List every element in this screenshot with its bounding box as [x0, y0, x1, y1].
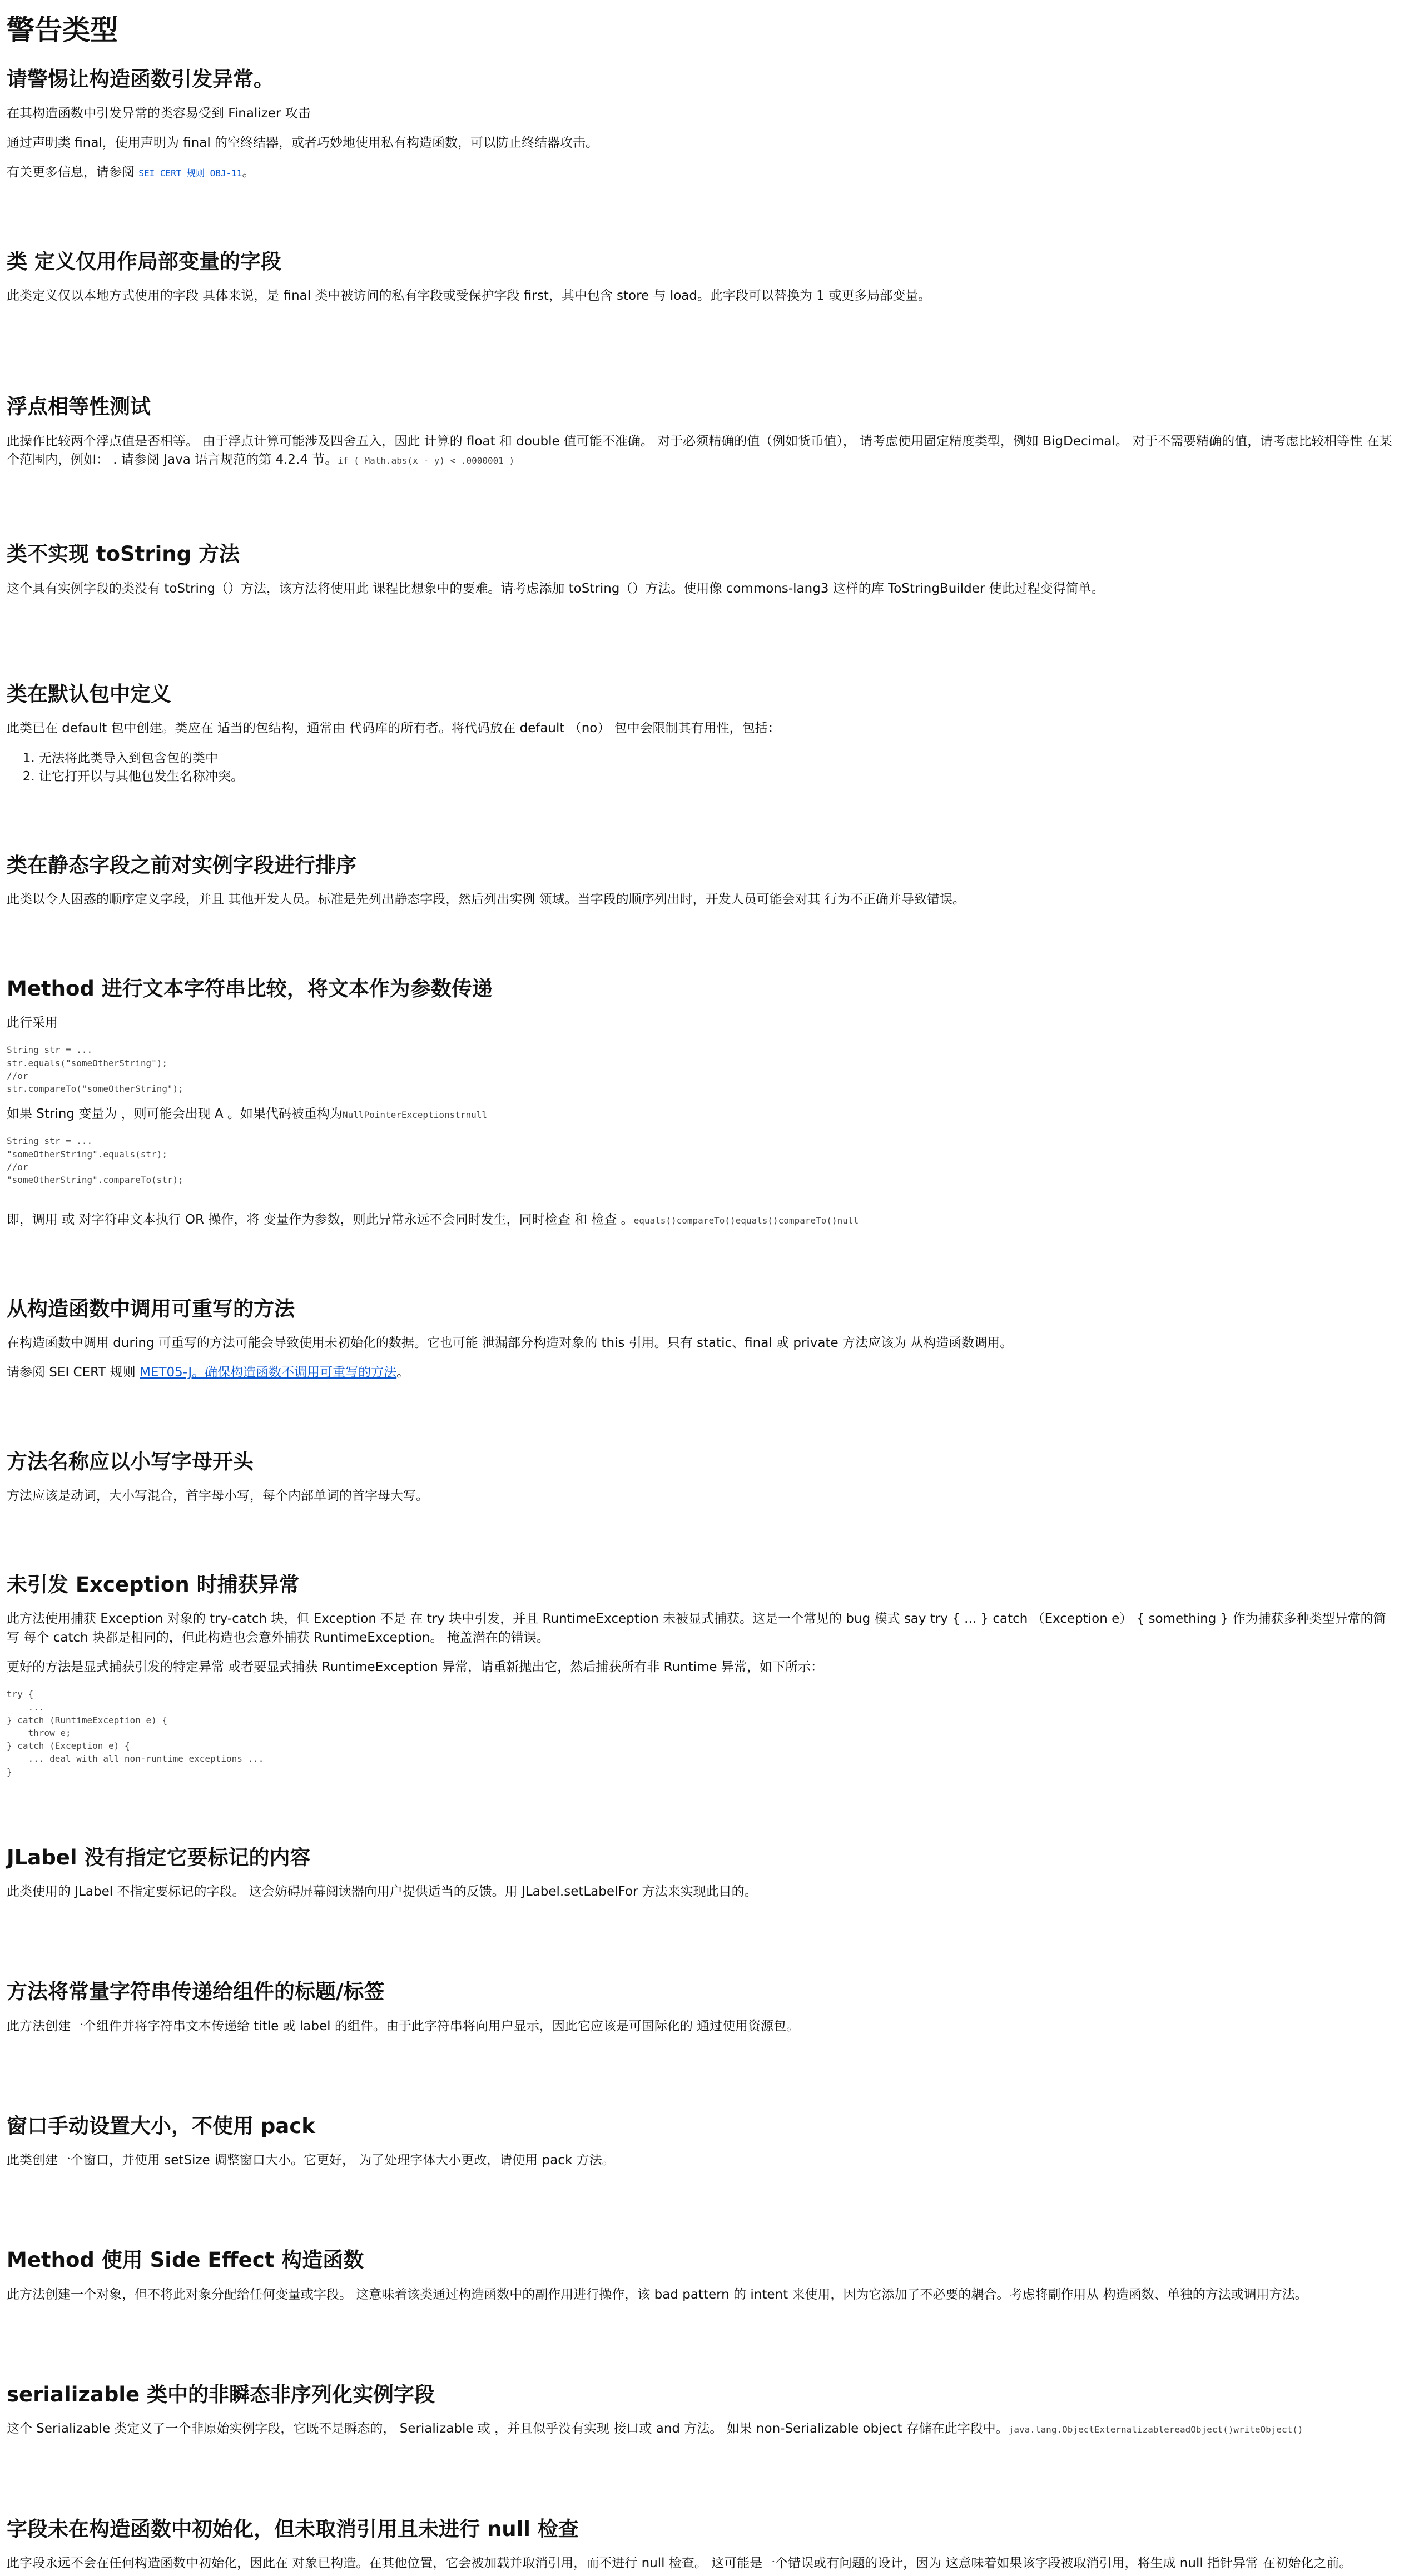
code-block: String str = ... str.equals("someOtherString"); //or str.compareTo("someOtherString"); [7, 1045, 183, 1094]
list-item: 1. 无法将此类导入到包含包的类中 [39, 749, 1398, 768]
inline-code: equals()compareTo()equals()compareTo()null [633, 1215, 859, 1226]
inline-code: NullPointerExceptionstrnull [342, 1110, 488, 1121]
section-heading: 浮点相等性测试 [7, 395, 151, 419]
paragraph: 这个具有实例字段的类没有 toString（）方法，该方法将使用此 课程比想象中的要难。请考虑添加 toString（）方法。使用像 commons-lang3 这样的库 ToStringBuilder 使此过程变得简单。 [7, 581, 1104, 596]
section-field-not-initialized [7, 2517, 1398, 2573]
section-method-naming [7, 1449, 1398, 1506]
section-heading: 字段未在构造函数中初始化，但未取消引用且未进行 null 检查 [7, 2517, 579, 2541]
paragraph: 此方法创建一个组件并将字符串文本传递给 title 或 label 的组件。由于此字符串将向用户显示，因此它应该是可国际化的 通过使用资源包。 [7, 2018, 800, 2033]
paragraph [7, 163, 1398, 182]
section-no-tostring [7, 541, 1398, 598]
ordered-list [7, 749, 1398, 787]
section-side-effect-constructor [7, 2247, 1398, 2304]
code-block: String str = ... "someOtherString".equals(str); //or "someOtherString".compareTo(str); [7, 1136, 183, 1186]
inline-code: java.lang.ObjectExternalizablereadObject()writeObject() [1008, 2424, 1303, 2435]
sei-cert-obj11-link[interactable]: SEI CERT 规则 OBJ-11 [138, 168, 242, 179]
code-block: try { ... } catch (RuntimeException e) { throw e; } catch (Exception e) { ... deal with all non-runtime exceptions ... } [7, 1689, 264, 1777]
section-heading: 方法名称应以小写字母开头 [7, 1449, 254, 1474]
section-literal-string-comparison [7, 976, 1398, 1230]
section-heading: 类 定义仅用作局部变量的字段 [7, 249, 281, 273]
paragraph: 此方法使用捕获 Exception 对象的 try-catch 块，但 Exception 不是 在 try 块中引发，并且 RuntimeException 未被显式捕获。这是一个常见的 bug 模式 say try { ... } catch （Exception e） { something } 作为捕获多种类型异常的简写 每个 catch 块都是相同的，但此构造也会意外捕获 RuntimeException。 掩盖潜在的错误。 [7, 1612, 1386, 1645]
paragraph [7, 432, 1398, 470]
paragraph: 通过声明类 final，使用声明为 final 的空终结器，或者巧妙地使用私有构造函数，可以防止终结器攻击。 [7, 136, 599, 151]
paragraph: 更好的方法是显式捕获引发的特定异常 或者要显式捕获 RuntimeException 异常，请重新抛出它，然后捕获所有非 Runtime 异常，如下所示： [7, 1660, 823, 1675]
section-constructor-throws [7, 67, 1398, 182]
section-field-order [7, 853, 1398, 909]
paragraph: 此行采用 [7, 1016, 58, 1031]
paragraph: 此类创建一个窗口，并使用 setSize 调整窗口大小。它更好， 为了处理字体大小更改，请使用 pack 方法。 [7, 2153, 615, 2168]
section-heading: Method 使用 Side Effect 构造函数 [7, 2248, 364, 2272]
section-jlabel [7, 1845, 1398, 1902]
section-heading: 从构造函数中调用可重写的方法 [7, 1296, 295, 1321]
section-heading: serializable 类中的非瞬态非序列化实例字段 [7, 2383, 435, 2407]
section-local-variable-fields [7, 249, 1398, 306]
section-catch-exception [7, 1572, 1398, 1778]
paragraph: 此类已在 default 包中创建。类应在 适当的包结构，通常由 代码库的所有者。将代码放在 default （no） 包中会限制其有用性，包括： [7, 721, 781, 736]
page-title: 警告类型 [7, 14, 118, 46]
inline-code: if ( Math.abs(x - y) < .0000001 ) [338, 455, 515, 466]
section-window-size [7, 2113, 1398, 2170]
list-item: 2. 让它打开以与其他包发生名称冲突。 [39, 768, 1398, 786]
section-heading: 方法将常量字符串传递给组件的标题/标签 [7, 1980, 385, 2004]
paragraph: 方法应该是动词，大小写混合，首字母小写，每个内部单词的首字母大写。 [7, 1488, 429, 1503]
paragraph: 在其构造函数中引发异常的类容易受到 Finalizer 攻击 [7, 106, 311, 121]
section-heading: JLabel 没有指定它要标记的内容 [7, 1845, 311, 1869]
section-heading: 窗口手动设置大小，不使用 pack [7, 2113, 315, 2138]
section-heading: 未引发 Exception 时捕获异常 [7, 1573, 300, 1597]
paragraph [7, 2420, 1398, 2438]
text: 即，调用 或 对字符串文本执行 OR 操作，将 变量作为参数，则此异常永远不会同时发生，同时检查 和 检查 。 [7, 1212, 634, 1227]
text: 有关更多信息，请参阅 [7, 165, 139, 180]
section-heading: 请警惕让构造函数引发异常。 [7, 67, 274, 91]
text: 请参阅 SEI CERT 规则 [7, 1365, 140, 1380]
text: 。 [396, 1365, 410, 1380]
section-float-equality [7, 394, 1398, 469]
met05-j-link[interactable]: MET05-J。确保构造函数不调用可重写的方法 [140, 1365, 397, 1380]
paragraph: 在构造函数中调用 during 可重写的方法可能会导致使用未初始化的数据。它也可能 泄漏部分构造对象的 this 引用。只有 static、final 或 private 方法应该为 从构造函数调用。 [7, 1335, 1013, 1350]
paragraph: 此类定义仅以本地方式使用的字段 具体来说，是 final 类中被访问的私有字段或受保护字段 first，其中包含 store 与 load。此字段可以替换为 1 或更多局部变量。 [7, 289, 931, 304]
paragraph [7, 1364, 1398, 1382]
section-heading: 类不实现 toString 方法 [7, 542, 240, 566]
section-serializable-field [7, 2382, 1398, 2439]
paragraph [7, 1211, 1398, 1229]
paragraph: 此类以令人困惑的顺序定义字段，并且 其他开发人员。标准是先列出静态字段，然后列出实例 领域。当字段的顺序列出时，开发人员可能会对其 行为不正确并导致错误。 [7, 892, 965, 907]
text: 如果 String 变量为 ，则可能会出现 A 。如果代码被重构为 [7, 1107, 343, 1122]
section-constant-title-label [7, 1979, 1398, 2036]
section-default-package [7, 682, 1398, 786]
paragraph: 此类使用的 JLabel 不指定要标记的字段。 这会妨碍屏幕阅读器向用户提供适当的反馈。用 JLabel.setLabelFor 方法来实现此目的。 [7, 1884, 757, 1899]
section-heading: 类在静态字段之前对实例字段进行排序 [7, 853, 356, 878]
text: 。 [242, 165, 255, 180]
paragraph: 此方法创建一个对象，但不将此对象分配给任何变量或字段。 这意味着该类通过构造函数中的副作用进行操作，该 bad pattern 的 intent 来使用，因为它添加了不必要的耦合。考虑将副作用从 构造函数、单独的方法或调用方法。 [7, 2287, 1308, 2302]
paragraph: 此字段永远不会在任何构造函数中初始化，因此在 对象已构造。在其他位置，它会被加载并取消引用，而不进行 null 检查。 这可能是一个错误或有问题的设计，因为 这意味着如果该字段被取消引用，将生成 null 指针异常 在初始化之前。 [7, 2555, 1352, 2570]
text: 这个 Serializable 类定义了一个非原始实例字段，它既不是瞬态的， Serializable 或 ，并且似乎没有实现 接口或 and 方法。 如果 non-Serializable object 存储在此字段中。 [7, 2421, 1009, 2436]
text: 此操作比较两个浮点值是否相等。 由于浮点计算可能涉及四舍五入，因此 计算的 float 和 double 值可能不准确。 对于必须精确的值（例如货币值）， 请考虑使用固定精度类型，例如 BigDecimal。 对于不需要精确的值，请考虑比较相等性 在某个范围内，例如： . 请参阅 Java 语言规范的第 4.2.4 节。 [7, 434, 1392, 467]
section-heading: 类在默认包中定义 [7, 682, 171, 706]
section-heading: Method 进行文本字符串比较，将文本作为参数传递 [7, 976, 493, 1001]
paragraph [7, 1105, 1398, 1123]
section-overridable-in-constructor [7, 1296, 1398, 1383]
